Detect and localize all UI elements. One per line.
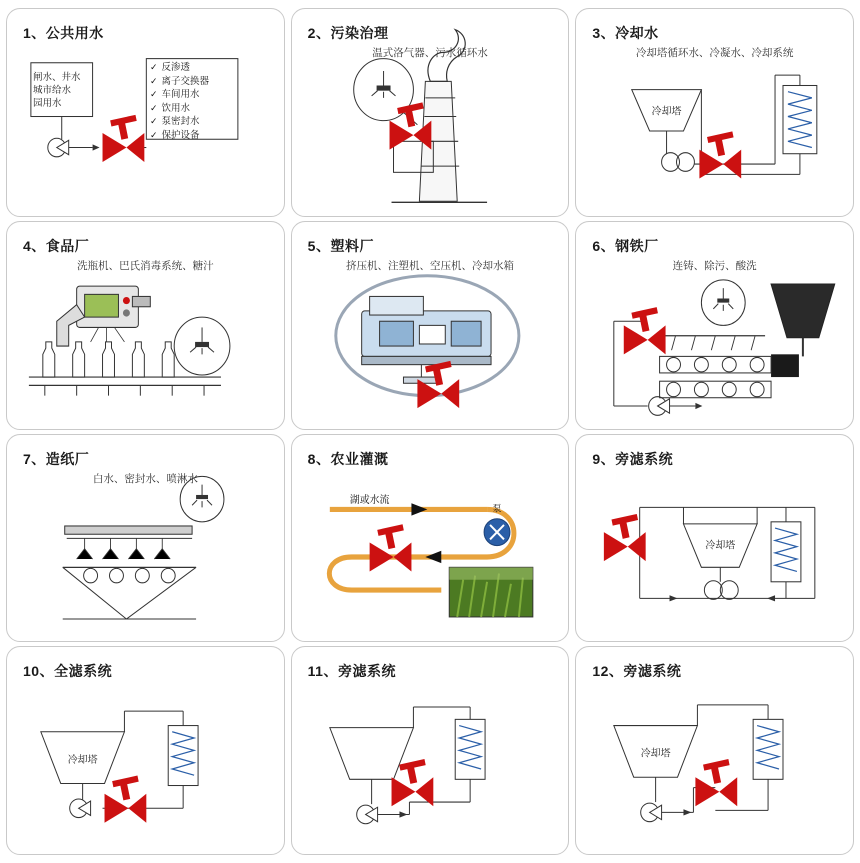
diagram-cell-6: [575, 221, 854, 430]
cell-6-artwork: [576, 222, 853, 429]
diagram-cell-7: [6, 434, 285, 643]
diagram-cell-1: [6, 8, 285, 217]
cell-2-subtitle: 温式洛气器、污水循环水: [372, 47, 488, 59]
cell-4-subtitle: 洗瓶机、巴氏消毒系统、糖汁: [77, 259, 214, 272]
cell-5-artwork: [292, 222, 569, 429]
pump-label: 泵: [492, 502, 502, 514]
cell-3-subtitle: 冷却塔循环水、冷凝水、冷却系统: [635, 47, 794, 59]
cell-4-artwork: [7, 222, 284, 429]
svg-text:冷却塔: 冷却塔: [651, 106, 682, 118]
cell-12-artwork: [576, 647, 853, 854]
cell-2-title: 2、污染治理: [307, 25, 389, 41]
valve-icon-11: [391, 759, 433, 806]
cell-2-artwork: [292, 9, 569, 216]
diagram-cell-5: [291, 221, 570, 430]
cell-10-title: 10、全滤系统: [23, 663, 113, 680]
cell-1-checklist: ✓ 反渗透 ✓ 离子交换器 ✓ 车间用水 ✓ 饮用水 ✓ 泵密封水 ✓ 保护设备: [150, 61, 209, 143]
cell-9-artwork: [576, 435, 853, 642]
cell-3-title: 3、冷却水: [592, 25, 659, 41]
cell-12-title: 12、旁滤系统: [592, 663, 682, 680]
diagram-cell-8: [291, 434, 570, 643]
diagram-cell-12: [575, 646, 854, 855]
cell-3-artwork: [576, 9, 853, 216]
cell-1-artwork: [7, 9, 284, 216]
cell-4-title: 4、食品厂: [23, 237, 90, 254]
flow-label: 湖或水流: [349, 494, 390, 506]
cell-11-title: 11、旁滤系统: [307, 663, 396, 680]
diagram-cell-9: [575, 434, 854, 643]
diagram-cell-4: [6, 221, 285, 430]
diagram-cell-10: [6, 646, 285, 855]
cell-1-title: 1、公共用水: [23, 25, 104, 41]
cell-7-artwork: [7, 435, 284, 642]
valve-icon-12: [696, 759, 738, 806]
valve-icon-1: [103, 115, 145, 162]
cell-8-artwork: [292, 435, 569, 642]
cell-5-subtitle: 挤压机、注塑机、空压机、冷却水箱: [345, 259, 514, 272]
cell-10-artwork: [7, 647, 284, 854]
svg-text:冷却塔: 冷却塔: [705, 540, 736, 552]
cell-1-box-text: 闸水、井水 城市给水 园用水: [33, 72, 81, 109]
cell-6-subtitle: 连铸、除污、酸洗: [672, 259, 757, 272]
svg-text:冷却塔: 冷却塔: [641, 748, 671, 760]
cell-7-subtitle: 白水、密封水、喷淋水: [92, 472, 198, 485]
cell-7-title: 7、造纸厂: [23, 450, 90, 467]
cell-11-artwork: [292, 647, 569, 854]
valve-icon-3: [700, 131, 742, 178]
cell-6-title: 6、钢铁厂: [592, 237, 659, 254]
diagram-cell-3: [575, 8, 854, 217]
valve-icon-5: [417, 361, 459, 408]
cell-5-title: 5、塑料厂: [307, 237, 374, 254]
cell-8-title: 8、农业灌溉: [307, 450, 389, 467]
diagram-cell-2: [291, 8, 570, 217]
cell-9-title: 9、旁滤系统: [592, 450, 674, 467]
svg-text:冷却塔: 冷却塔: [67, 754, 98, 767]
valve-icon-10: [105, 776, 147, 823]
diagram-cell-11: [291, 646, 570, 855]
valve-icon-6: [624, 307, 666, 354]
valve-icon-8: [369, 524, 411, 571]
